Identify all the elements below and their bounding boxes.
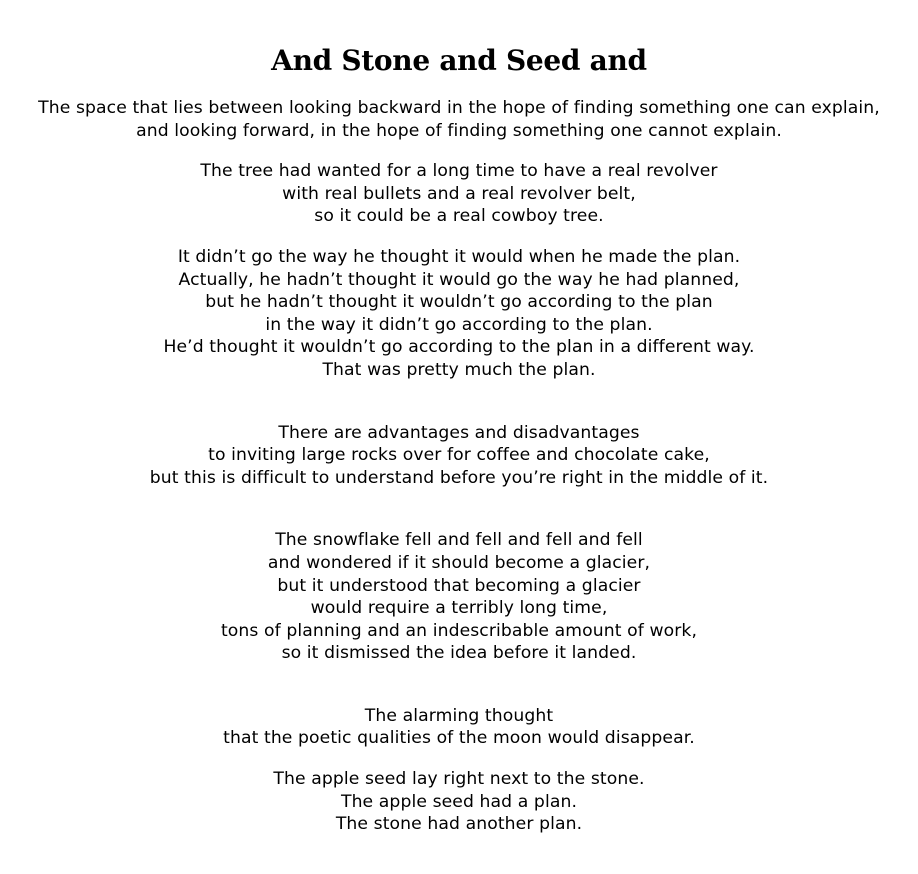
stanza-line: The alarming thought	[364, 705, 554, 726]
stanza-1	[0, 97, 918, 142]
stanza-line: The snowflake fell and fell and fell and fell	[275, 530, 643, 551]
stanza-line: The tree had wanted for a long time to have a real revolver	[200, 161, 718, 182]
stanza-line: so it dismissed the idea before it landed.	[281, 643, 637, 664]
poem-title: And Stone and Seed and	[271, 44, 647, 77]
stanza-6	[0, 705, 918, 750]
stanza-line: There are advantages and disadvantages	[278, 422, 640, 443]
stanza-2	[0, 160, 918, 228]
stanza-line: with real bullets and a real revolver belt,	[282, 183, 636, 204]
stanza-line: would require a terribly long time,	[310, 598, 608, 619]
stanza-5	[0, 529, 918, 665]
stanza-line: so it could be a real cowboy tree.	[314, 206, 604, 227]
stanza-line: but he hadn’t thought it wouldn’t go according to the plan	[205, 292, 713, 313]
stanza-line: tons of planning and an indescribable amount of work,	[220, 620, 698, 641]
stanza-line: in the way it didn’t go according to the plan.	[265, 314, 653, 335]
stanza-3	[0, 246, 918, 382]
stanza-line: The apple seed had a plan.	[340, 791, 578, 812]
stanza-line: to inviting large rocks over for coffee and chocolate cake,	[208, 445, 710, 466]
stanza-line: but this is difficult to understand before you’re right in the middle of it.	[149, 467, 769, 488]
stanza-line: and wondered if it should become a glacier,	[267, 552, 651, 573]
stanza-line: That was pretty much the plan.	[322, 359, 596, 380]
stanza-line: but it understood that becoming a glacier	[277, 575, 641, 596]
stanza-line: The apple seed lay right next to the stone.	[273, 769, 645, 790]
stanza-4	[0, 422, 918, 490]
stanza-line: that the poetic qualities of the moon would disappear.	[223, 728, 695, 749]
stanza-line: The space that lies between looking backward in the hope of finding something one can explain,	[38, 98, 880, 118]
stanza-line: He’d thought it wouldn’t go according to the plan in a different way.	[163, 337, 755, 358]
stanza-7	[0, 768, 918, 836]
stanza-line: Actually, he hadn’t thought it would go the way he had planned,	[178, 269, 740, 290]
stanza-line: The stone had another plan.	[335, 814, 583, 835]
stanza-line: and looking forward, in the hope of finding something one cannot explain.	[136, 120, 782, 141]
stanza-line: It didn’t go the way he thought it would when he made the plan.	[177, 246, 741, 267]
